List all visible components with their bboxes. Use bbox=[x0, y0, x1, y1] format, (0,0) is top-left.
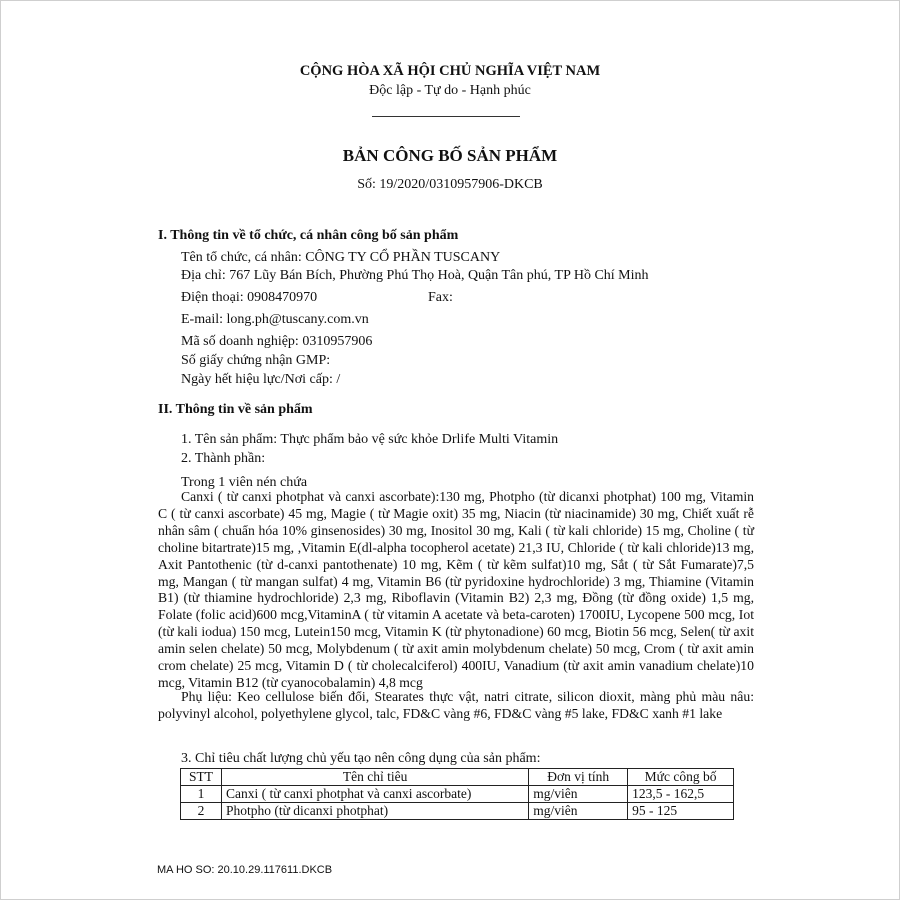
country-header: CỘNG HÒA XÃ HỘI CHỦ NGHĨA VIỆT NAM bbox=[299, 63, 601, 79]
excipients-paragraph: Phụ liệu: Keo cellulose biến đổi, Stearates thực vật, natri citrate, silicon dioxit, màng phủ màu nâu: polyvinyl alcohol, polyethylene glycol, talc, FD&C vàng #6, FD&C vàng #5 lake, FD&C xanh #1 lake bbox=[158, 689, 754, 721]
table-header-row bbox=[181, 769, 734, 786]
ingredients-paragraph: Canxi ( từ canxi photphat và canxi ascorbate):130 mg, Photpho (từ dicanxi photphat) 100 mg, Vitamin C ( từ canxi ascorbate) 45 mg, Magie ( từ Magie oxit) 35 mg, Niacin (từ niacinamide) 30 mg, Chiết xuất rễ nhân sâm ( chuẩn hóa 10% ginsenosides) 30 mg, Inositol 30 mg, Kali ( từ kali chloride) 15 mg, Choline ( từ choline bitartrate)15 mg, ,Vitamin E(dl-alpha tocopherol acetate) 21,3 IU, Chloride ( từ kali chloride)13 mg, Axit Pantothenic (từ d-canxi pantothenate) 10 mg, Kẽm ( từ kẽm sulfat)10 mg, Sắt ( từ Sắt Fumarate)7,5 mg, Mangan ( từ mangan sulfat) 4 mg, Vitamin B6 (từ pyridoxine hydrochloride) 3 mg, Thiamine (Vitamin B1) (từ thiamine hydrochloride) 2,3 mg, Riboflavin (Vitamin B2) 2,3 mg, Đồng (từ đồng oxide) 1,5 mg, Folate (folic acid)600 mcg,VitaminA ( từ vitamin A acetate và beta-caroten) 1700IU, Lycopene 500 mcg, Iot (từ kali iodua) 150 mcg, Lutein150 mcg, Vitamin K (từ phytonadione) 60 mcg, Biotin 56 mcg, Selen( từ axit amin selen chelate) 50 mcg, Molybdenum ( từ axit amin molybdenum chelate) 50 mcg, Crom ( từ axit amin crom chelate) 25 mcg, Vitamin D ( từ cholecalciferol) 400IU, Vanadium (từ axit amin vanadium chelate)10 mcg, Vitamin B12 (từ cyanocobalamin) 4,8 mcg bbox=[158, 489, 754, 690]
cell-stt: 1 bbox=[181, 786, 222, 803]
table-row bbox=[181, 803, 734, 820]
motto: Độc lập - Tự do - Hạnh phúc bbox=[369, 83, 531, 98]
product-name: 1. Tên sản phẩm: Thực phẩm bảo vệ sức khỏe Drlife Multi Vitamin bbox=[181, 432, 559, 447]
email: E-mail: long.ph@tuscany.com.vn bbox=[181, 312, 369, 327]
table-row bbox=[181, 786, 734, 803]
expiry: Ngày hết hiệu lực/Nơi cấp: / bbox=[181, 372, 341, 387]
cell-level: 123,5 - 162,5 bbox=[628, 786, 734, 803]
quality-label: 3. Chỉ tiêu chất lượng chủ yếu tạo nên công dụng của sản phẩm: bbox=[181, 751, 541, 766]
record-code: MA HO SO: 20.10.29.117611.DKCB bbox=[157, 864, 333, 876]
document-title: BẢN CÔNG BỐ SẢN PHẨM bbox=[342, 146, 558, 165]
cell-level: 95 - 125 bbox=[628, 803, 734, 820]
tax-code: Mã số doanh nghiệp: 0310957906 bbox=[181, 334, 373, 349]
ingredients-label: 2. Thành phần: bbox=[181, 451, 266, 466]
cell-unit: mg/viên bbox=[529, 803, 628, 820]
section-1-heading: I. Thông tin về tổ chức, cá nhân công bố sản phẩm bbox=[158, 228, 459, 243]
cell-stt: 2 bbox=[181, 803, 222, 820]
cell-unit: mg/viên bbox=[529, 786, 628, 803]
quality-table bbox=[180, 768, 734, 820]
fax: Fax: bbox=[428, 290, 453, 305]
gmp-certificate: Số giấy chứng nhận GMP: bbox=[181, 353, 331, 368]
cell-name: Photpho (từ dicanxi photphat) bbox=[221, 803, 528, 820]
org-name: Tên tổ chức, cá nhân: CÔNG TY CỔ PHẦN TUSCANY bbox=[181, 250, 501, 265]
col-header-unit: Đơn vị tính bbox=[529, 769, 628, 786]
per-tablet-label: Trong 1 viên nén chứa bbox=[181, 475, 308, 490]
col-header-name: Tên chỉ tiêu bbox=[221, 769, 528, 786]
col-header-stt: STT bbox=[181, 769, 222, 786]
cell-name: Canxi ( từ canxi photphat và canxi ascorbate) bbox=[221, 786, 528, 803]
document-number: Số: 19/2020/0310957906-DKCB bbox=[357, 177, 543, 192]
address: Địa chỉ: 767 Lũy Bán Bích, Phường Phú Thọ Hoà, Quận Tân phú, TP Hồ Chí Minh bbox=[181, 268, 649, 283]
header-divider bbox=[372, 116, 520, 117]
col-header-level: Mức công bố bbox=[628, 769, 734, 786]
phone: Điện thoại: 0908470970 bbox=[181, 290, 318, 305]
section-2-heading: II. Thông tin về sản phẩm bbox=[158, 402, 313, 417]
